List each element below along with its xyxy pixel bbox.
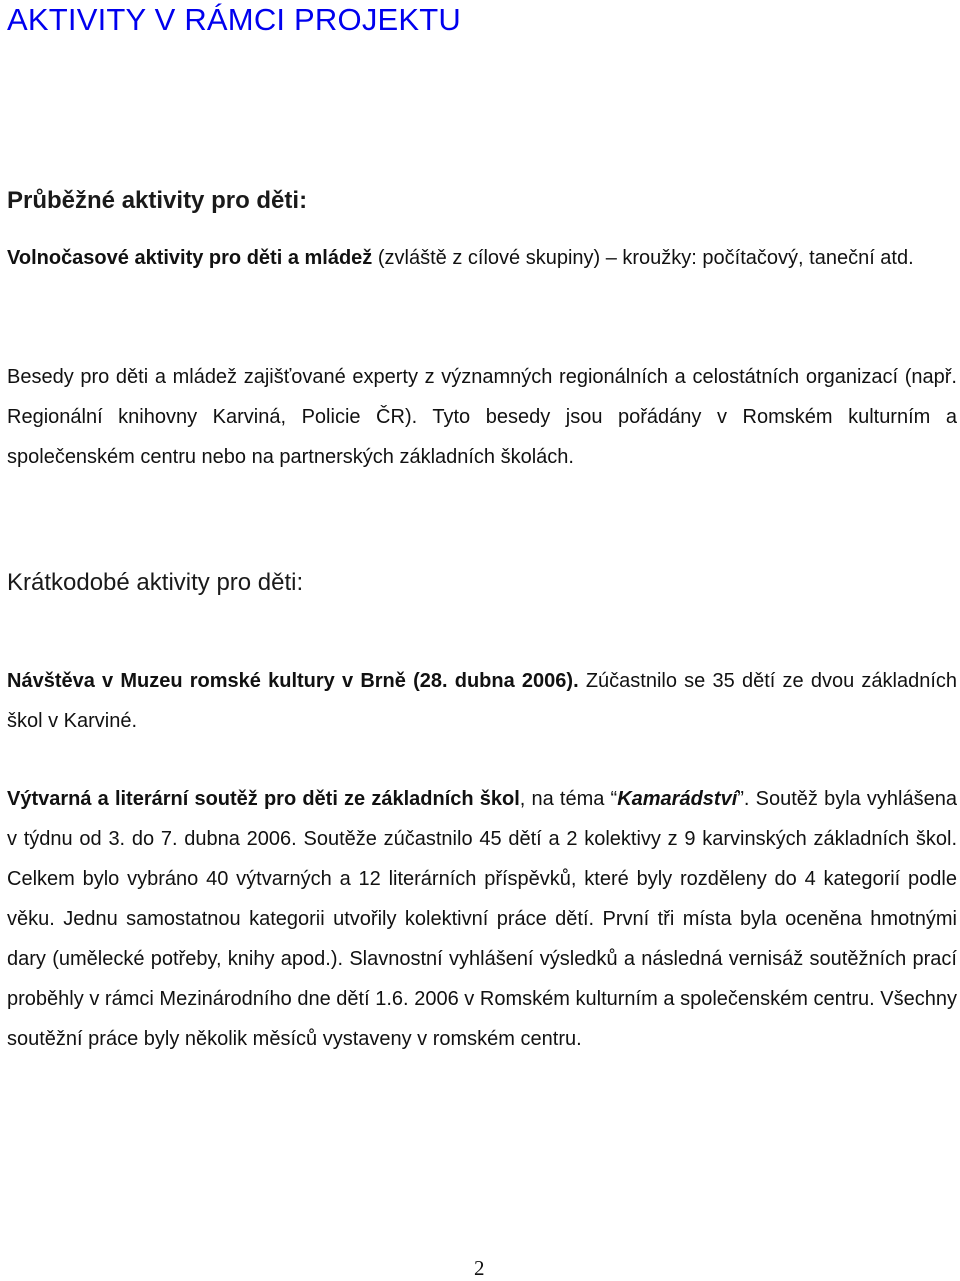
leisure-activities-bold: Volnočasové aktivity pro děti a mládež <box>7 247 373 269</box>
paragraph-competition <box>7 779 957 1059</box>
leisure-activities-text: (zvláště z cílové skupiny) – kroužky: počítačový, taneční atd. <box>372 247 914 269</box>
page-number: 2 <box>474 1256 485 1280</box>
competition-text: ”. Soutěž byla vyhlášena v týdnu od 3. do 7. dubna 2006. Soutěže zúčastnilo 45 dětí a 2 kolektivy z 9 karvinských základních škol. Celkem bylo vybráno 40 výtvarných a 12 literárních příspěvků, které byly rozděleny do 4 kategorií podle věku. Jednu samostatnou kategorii utvořily kolektivní práce dětí. První tři místa byla oceněna hmotnými dary (umělecké potřeby, knihy apod.). Slavnostní vyhlášení výsledků a následná vernisáž soutěžních prací proběhly v rámci Mezinárodního dne dětí 1.6. 2006 v Romském kulturním a společenském centru. Všechny soutěžní práce byly několik měsíců vystaveny v romském centru. <box>7 788 957 1050</box>
museum-visit-text: Zúčastnilo se 35 dětí ze dvou základních škol v Karviné. <box>7 670 958 732</box>
competition-theme-prefix: , na téma “ <box>519 788 618 810</box>
section-heading-shortterm: Krátkodobé aktivity pro děti: <box>7 569 304 596</box>
paragraph-discussions: Besedy pro děti a mládež zajišťované experty z významných regionálních a celostátních organizací (např. Regionální knihovny Karviná, Policie ČR). Tyto besedy jsou pořádány v Romském kulturním a společenském centru nebo na partnerských základních školách. <box>7 366 957 468</box>
paragraph-leisure-activities <box>7 238 957 278</box>
paragraph-museum-visit <box>7 661 957 741</box>
competition-theme: Kamarádství <box>617 788 738 810</box>
competition-bold: Výtvarná a literární soutěž pro děti ze základních škol <box>7 788 520 810</box>
museum-visit-bold: Návštěva v Muzeu romské kultury v Brně (28. dubna 2006). <box>7 670 579 692</box>
page-title: AKTIVITY V RÁMCI PROJEKTU <box>7 2 462 37</box>
section-heading-ongoing: Průběžné aktivity pro děti: <box>7 187 308 214</box>
